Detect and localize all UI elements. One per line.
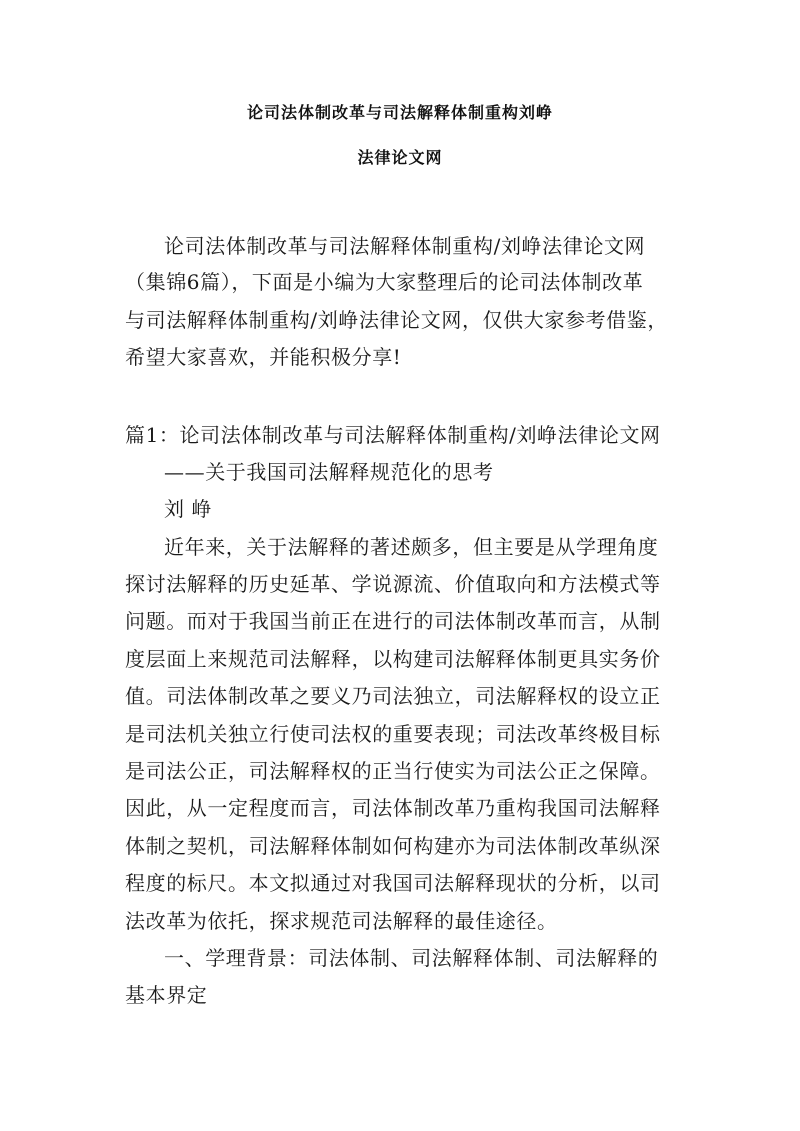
body-line: 是司法公正，司法解释权的正当行使实为司法公正之保障。 (125, 759, 661, 783)
body-line: 程度的标尺。本文拟通过对我国司法解释现状的分析，以司 (125, 871, 661, 895)
body-line: 近年来，关于法解释的著述颇多，但主要是从学理角度 (164, 535, 659, 559)
title-line-2: 法律论文网 (357, 148, 443, 167)
intro-line: （集锦6篇），下面是小编为大家整理后的论司法体制改革 (125, 270, 644, 294)
body-line: 是司法机关独立行使司法权的重要表现；司法改革终极目标 (125, 722, 661, 746)
intro-line: 论司法体制改革与司法解释体制重构/刘峥法律论文网 (164, 234, 646, 258)
intro-line: 与司法解释体制重构/刘峥法律论文网，仅供大家参考借鉴， (125, 308, 668, 332)
body-line: 探讨法解释的历史延革、学说源流、价值取向和方法模式等 (125, 572, 661, 596)
point-heading-line-1: 一、学理背景：司法体制、司法解释体制、司法解释的 (164, 946, 659, 970)
title-line-1: 论司法体制改革与司法解释体制重构刘峥 (246, 103, 553, 122)
body-line: 因此，从一定程度而言，司法体制改革乃重构我国司法解释 (125, 796, 661, 820)
subtitle: ——关于我国司法解释规范化的思考 (164, 460, 494, 484)
section-heading: 篇1：论司法体制改革与司法解释体制重构/刘峥法律论文网 (125, 423, 661, 447)
point-heading-line-2: 基本界定 (125, 983, 208, 1007)
body-line: 法改革为依托，探求规范司法解释的最佳途径。 (125, 909, 558, 933)
body-line: 值。司法体制改革之要义乃司法独立，司法解释权的设立正 (125, 684, 661, 708)
intro-line: 希望大家喜欢，并能积极分享! (125, 345, 402, 369)
body-line: 度层面上来规范司法解释，以构建司法解释体制更具实务价 (125, 647, 661, 671)
author: 刘 峥 (164, 497, 213, 521)
body-line: 体制之契机，司法解释体制如何构建亦为司法体制改革纵深 (125, 834, 661, 858)
body-line: 问题。而对于我国当前正在进行的司法体制改革而言，从制 (125, 609, 661, 633)
